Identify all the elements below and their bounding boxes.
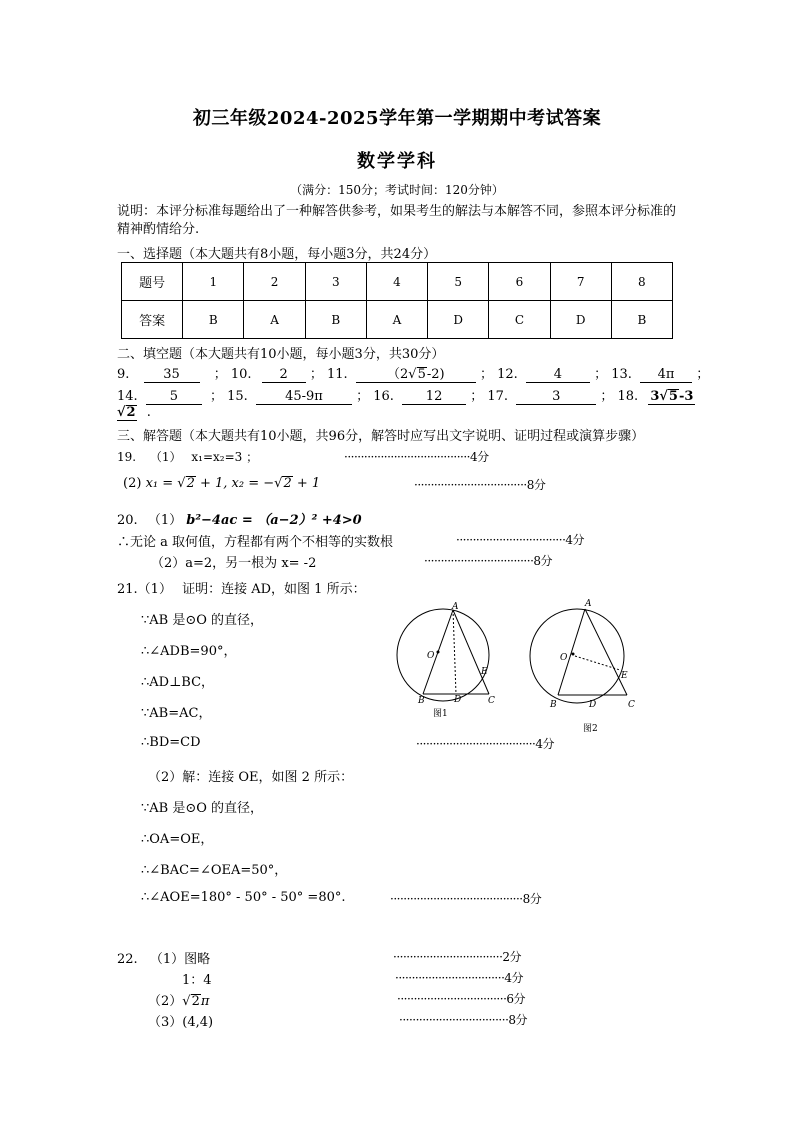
table-cell: A	[366, 301, 427, 339]
q20-score-1: ·································4分	[456, 533, 585, 547]
q11-answer-post: -2)	[426, 367, 445, 382]
score: 6分	[506, 992, 526, 1006]
label-e: E	[481, 667, 488, 677]
row-label: 题号	[122, 263, 183, 301]
label-a: A	[585, 599, 592, 609]
q20-part2: （2）a=2，另一根为 x= -2	[151, 556, 317, 571]
score: 2分	[502, 950, 522, 964]
score: 4分	[469, 450, 489, 464]
q22-p1b: 1：4	[182, 973, 212, 988]
q19-p1-label: （1）	[149, 450, 182, 464]
q18-answer-mid: -3	[678, 389, 694, 404]
q21-p1-intro: 证明：连接 AD，如图 1 所示：	[182, 582, 366, 597]
q9-label: 9.	[117, 367, 130, 382]
section-3-heading: 三、解答题（本大题共有10小题，共96分，解答时应写出文字说明、证明过程或演算步骤）	[117, 429, 645, 444]
circle	[397, 609, 489, 701]
table-cell: 6	[489, 263, 550, 301]
fill-line-3	[117, 405, 151, 421]
q22-p1: （1）图略	[149, 952, 211, 967]
q13-answer: 4π	[640, 367, 692, 383]
q21-part1-intro	[117, 578, 366, 597]
q19-part1	[117, 448, 258, 465]
score: 4分	[504, 971, 524, 985]
q18-answer-rad1: 5	[668, 389, 678, 404]
table-cell: B	[305, 301, 366, 339]
score: 8分	[533, 554, 553, 568]
exam-info: （满分：150分；考试时间：120分钟）	[290, 183, 504, 197]
q21-score-1: ····································4分	[416, 737, 554, 751]
table-cell: D	[428, 301, 489, 339]
score: 8分	[522, 892, 542, 906]
q22-part2: （2）√2π	[148, 994, 210, 1009]
figure-1	[395, 600, 505, 720]
label-b: B	[550, 700, 557, 710]
table-cell: 7	[550, 263, 611, 301]
q21-line-8: ∴∠BAC=∠OEA=50°，	[141, 863, 288, 878]
sep: ；	[479, 367, 493, 382]
q21-line-2: ∴∠ADB=90°，	[141, 644, 237, 659]
q20-number: 20.	[117, 513, 138, 528]
q22-score-1: ·································2分	[393, 950, 522, 964]
grading-note: 说明：本评分标准每题给出了一种解答供参考，如果考生的解法与本解答不同，参照本评分标准的精神酌情给分.	[117, 204, 677, 237]
q11-answer: （2√5-2)	[356, 363, 476, 383]
q19-p2-rad1: 2	[186, 476, 195, 491]
q20-line2: ∴无论 a 取何值，方程都有两个不相等的实数根	[117, 535, 394, 550]
table-cell: 4	[366, 263, 427, 301]
figure-caption: 图2	[583, 724, 598, 734]
q12-label: 12.	[497, 367, 518, 382]
q11-answer-rad: 5	[417, 367, 426, 382]
q20-p1-text: b²−4ac = （a−2）² +4>0	[186, 513, 362, 528]
q22-number: 22.	[117, 952, 138, 967]
table-cell: A	[244, 301, 305, 339]
score: 4分	[565, 533, 585, 547]
label-c: C	[628, 700, 635, 710]
q17-label: 17.	[487, 389, 509, 404]
q22-p2-rad: 2	[191, 994, 200, 1009]
q20-score-2: ·································8分	[424, 554, 553, 568]
q21-line-4: ∵AB=AC，	[141, 706, 212, 721]
q11-label: 11.	[326, 367, 348, 382]
fill-line-1	[117, 363, 709, 383]
sep: ；	[213, 367, 227, 382]
q19-part2: (2) x₁ = √2 + 1, x₂ = −√2 + 1	[123, 476, 321, 491]
score: 4分	[535, 737, 554, 751]
section-2-heading: 二、填空题（本大题共有10小题，每小题3分，共30分）	[117, 347, 445, 362]
label-o: O	[560, 653, 568, 663]
q15-answer: 45-9π	[256, 389, 352, 405]
table-cell: B	[611, 301, 672, 339]
q15-label: 15.	[227, 389, 248, 404]
sep: ；	[309, 367, 323, 382]
circle	[530, 609, 624, 703]
q19-number: 19.	[117, 450, 137, 464]
table-row-answers	[122, 301, 673, 339]
score: 8分	[508, 1013, 528, 1027]
q22-score-4: ·································8分	[399, 1013, 528, 1027]
q20-part1	[117, 509, 362, 528]
sep: ；	[594, 367, 608, 382]
q20-p1-label: （1）	[147, 513, 183, 528]
q17-answer: 3	[516, 389, 596, 405]
q19-p2-rad2: 2	[283, 476, 292, 491]
sep: ；	[356, 389, 370, 404]
q22-part3: （3）(4,4)	[148, 1015, 214, 1030]
q21-score-2: ········································8分	[390, 892, 542, 906]
label-d: D	[589, 700, 597, 710]
q21-line-5: ∴BD=CD	[141, 735, 201, 750]
sep: ；	[696, 367, 710, 382]
q21-line-1: ∵AB 是⊙O 的直径，	[141, 613, 264, 628]
q21-number: 21.（1）	[117, 582, 172, 597]
q22-part1	[117, 948, 210, 967]
center-point	[572, 653, 575, 656]
center-point	[437, 651, 440, 654]
table-cell: 1	[183, 263, 244, 301]
q21-line-6: ∵AB 是⊙O 的直径，	[141, 801, 264, 816]
table-cell: C	[489, 301, 550, 339]
q21-part2-intro: （2）解：连接 OE，如图 2 所示：	[148, 770, 354, 785]
q21-line-3: ∴AD⊥BC，	[141, 675, 215, 690]
segment-ad	[453, 610, 456, 694]
q21-line-7: ∴OA=OE，	[141, 832, 214, 847]
fill-line-2	[117, 385, 695, 405]
table-cell: B	[183, 301, 244, 339]
q16-label: 16.	[373, 389, 394, 404]
segment-ab	[558, 609, 585, 695]
q12-answer: 4	[526, 367, 590, 383]
q18-answer-pre: 3	[650, 389, 660, 404]
q19-score-2: ··································8分	[414, 478, 546, 492]
q22-p2-after: π	[200, 994, 210, 1009]
end-mark: .	[146, 405, 151, 420]
label-b: B	[418, 696, 425, 706]
label-o: O	[427, 651, 435, 661]
answer-table	[121, 262, 673, 339]
q18-answer-rad2: 2	[126, 405, 136, 420]
q19-p2-text2: + 1, x₂ = −	[195, 476, 275, 491]
row-label: 答案	[122, 301, 183, 339]
figure-2	[525, 596, 645, 736]
q18-answer-part1: 3√5-3	[650, 389, 694, 404]
q22-score-3: ·································6分	[397, 992, 526, 1006]
q19-p1-text: x₁=x₂=3 ；	[191, 450, 259, 464]
q19-p2-text1: x₁ =	[145, 476, 178, 491]
segment-ac	[585, 609, 627, 695]
document-title: 初三年级2024-2025学年第一学期期中考试答案	[192, 108, 602, 129]
label-e: E	[621, 671, 628, 681]
table-cell: 2	[244, 263, 305, 301]
q9-answer: 35	[144, 367, 200, 383]
q19-p2-text3: + 1	[292, 476, 321, 491]
q19-score-1: ······································4分	[344, 450, 489, 464]
label-a: A	[452, 602, 459, 612]
q16-answer: 12	[402, 389, 466, 405]
table-cell: 8	[611, 263, 672, 301]
sep: ；	[209, 389, 223, 404]
sep: ；	[470, 389, 484, 404]
q13-label: 13.	[611, 367, 632, 382]
table-cell: 5	[428, 263, 489, 301]
table-row-numbers	[122, 263, 673, 301]
sep: ；	[600, 389, 614, 404]
section-1-heading: 一、选择题（本大题共有8小题，每小题3分，共24分）	[117, 247, 437, 262]
q21-line-9: ∴∠AOE=180° - 50° - 50° =80°.	[141, 890, 346, 905]
label-d: D	[454, 695, 462, 705]
q10-answer: 2	[262, 367, 306, 383]
q19-p2-label: (2)	[123, 476, 142, 491]
q22-score-2: ·································4分	[395, 971, 524, 985]
label-c: C	[488, 696, 495, 706]
q18-label: 18.	[617, 389, 639, 404]
subject-title: 数学学科	[357, 151, 437, 172]
figure-caption: 图1	[433, 709, 448, 719]
score: 8分	[526, 478, 546, 492]
q18-answer-part2: √2	[117, 405, 136, 420]
q14-label: 14.	[117, 389, 138, 404]
segment-oe	[575, 656, 620, 670]
table-cell: 3	[305, 263, 366, 301]
q11-answer-pre: （2	[386, 367, 409, 382]
segment-ac	[453, 610, 489, 694]
q10-label: 10.	[230, 367, 252, 382]
q14-answer: 5	[146, 389, 202, 405]
table-cell: D	[550, 301, 611, 339]
q22-p2-label: （2）	[148, 994, 183, 1009]
